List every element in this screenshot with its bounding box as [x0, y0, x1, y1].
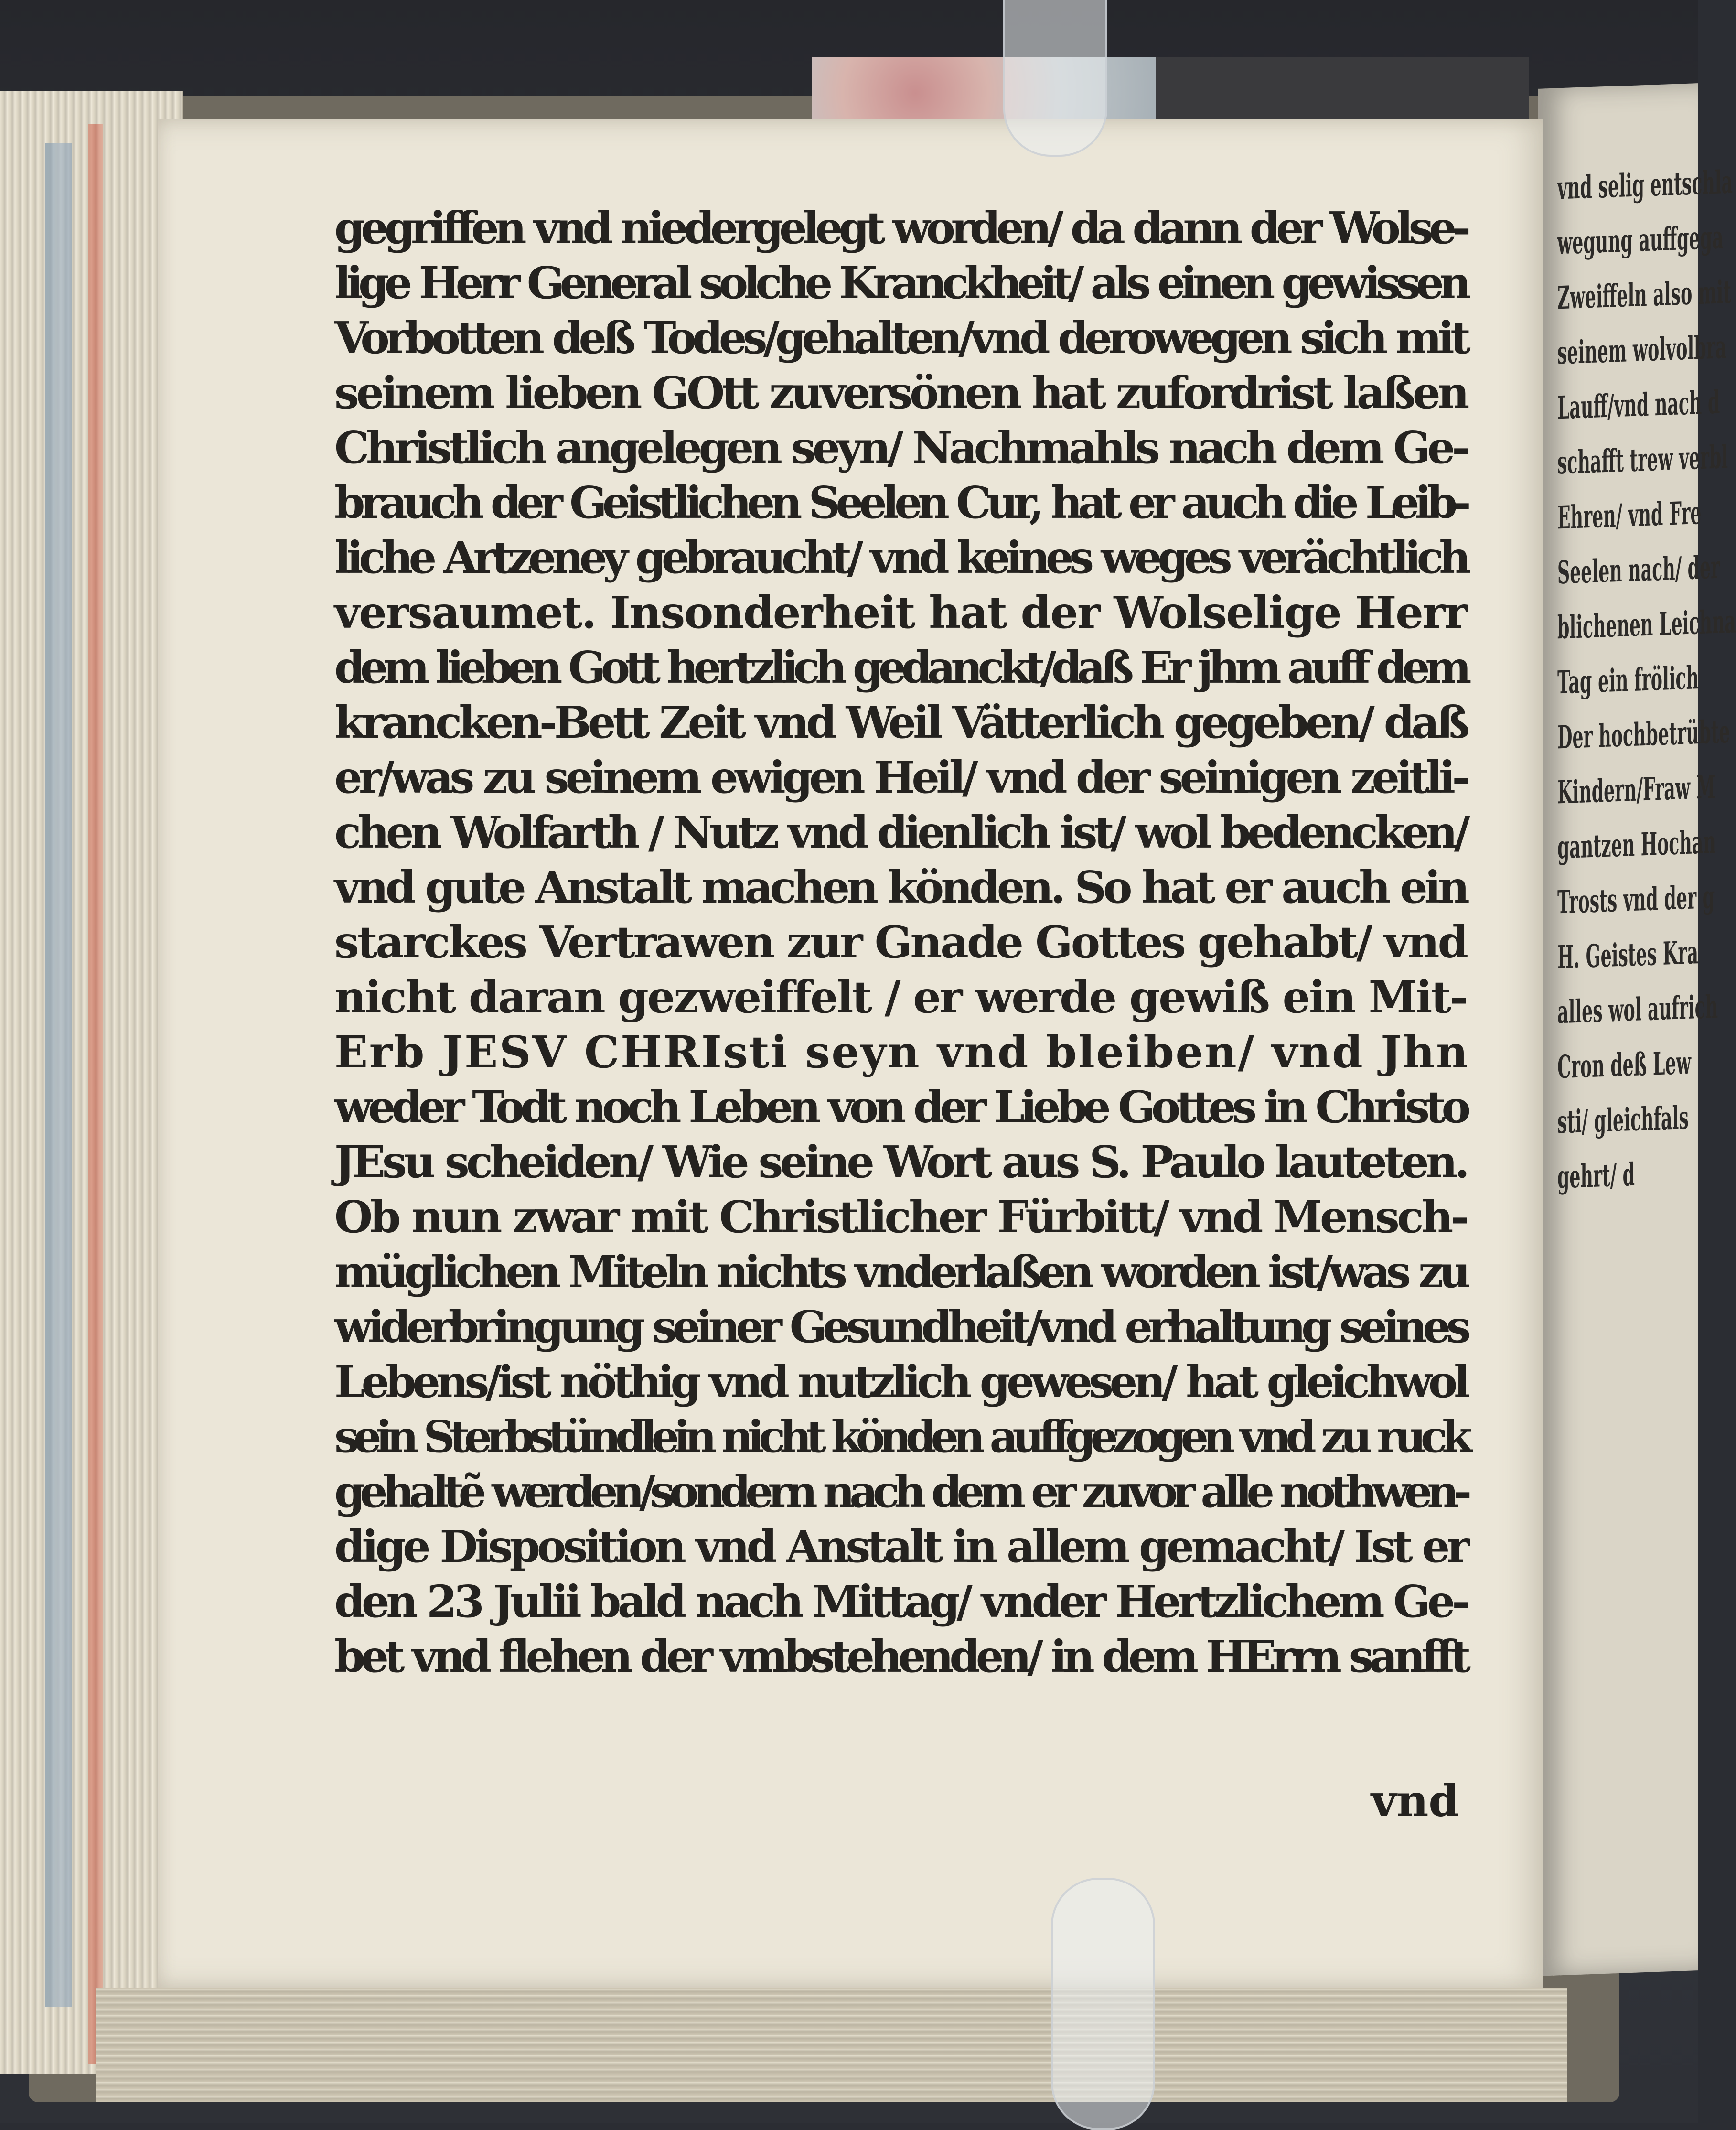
- text-line: brauch der Geistlichen Seelen Cur, hat er auch die Leib-: [334, 477, 1467, 528]
- text-line: weder Todt noch Leben von der Liebe Gottes in Christo: [334, 1081, 1467, 1133]
- facing-line: gehrt/ d: [1557, 1155, 1635, 1196]
- page-edges-bottom: [96, 1988, 1567, 2102]
- facing-line: Zweiffeln also mit: [1557, 273, 1731, 317]
- catchword: vnd: [1371, 1775, 1459, 1827]
- facing-line: Tag ein frölich: [1557, 659, 1699, 701]
- text-line: er/was zu seinem ewigen Heil/ vnd der seinigen zeitli-: [334, 752, 1467, 803]
- text-line: krancken-Bett Zeit vnd Weil Vätterlich gegeben/ daß: [334, 697, 1467, 748]
- text-line: gehaltẽ werden/sondern nach dem er zuvor alle nothwen-: [334, 1466, 1467, 1517]
- page-clip-bottom: [1051, 1878, 1155, 2130]
- facing-line: Trosts vnd der g: [1557, 878, 1715, 921]
- text-line: chen Wolfarth / Nutz vnd dienlich ist/ wol bedencken/: [334, 807, 1467, 858]
- text-line: Ob nun zwar mit Christlicher Fürbitt/ vnd Mensch-: [334, 1191, 1467, 1243]
- facing-line: H. Geistes Kra: [1557, 934, 1699, 976]
- text-line: lige Herr General solche Kranckheit/ als einen gewissen: [334, 257, 1467, 309]
- text-line: dem lieben Gott hertzlich gedanckt/daß Er jhm auff dem: [334, 642, 1467, 693]
- text-line: Lebens/ist nöthig vnd nutzlich gewesen/ hat gleichwol: [334, 1356, 1467, 1408]
- edge-color-blue: [45, 143, 72, 2007]
- facing-line: Lauff/vnd nach d: [1557, 383, 1720, 427]
- facing-line: vnd selig entschla: [1557, 163, 1733, 207]
- text-line: dige Disposition vnd Anstalt in allem gemacht/ Ist er: [334, 1521, 1467, 1572]
- facing-line: Der hochbetrübte: [1557, 712, 1730, 756]
- page-clip-top: [1003, 0, 1107, 157]
- text-line: den 23 Julii bald nach Mittag/ vnder Hertzlichem Ge-: [334, 1576, 1467, 1627]
- facing-line: wegung auffgega: [1557, 218, 1724, 262]
- facing-line: seinem wolvolbra: [1557, 328, 1727, 372]
- facing-line: Ehren/ vnd Fre: [1557, 494, 1702, 537]
- text-line: liche Artzeney gebraucht/ vnd keines weges verächtlich: [334, 532, 1467, 583]
- facing-line: blichenen Leichna: [1557, 602, 1736, 646]
- edge-color-red: [88, 124, 103, 2064]
- text-line: bet vnd flehen der vmbstehenden/ in dem HErrn sanfft: [334, 1631, 1467, 1682]
- text-line: JEsu scheiden/ Wie seine Wort aus S. Paulo lauteten.: [334, 1136, 1467, 1188]
- text-line: seinem lieben GOtt zuversönen hat zufordrist laßen: [334, 367, 1467, 419]
- facing-line: alles wol aufrich: [1557, 988, 1718, 1031]
- text-line: widerbringung seiner Gesundheit/vnd erhaltung seines: [334, 1301, 1467, 1353]
- text-line: Christlich angelegen seyn/ Nachmahls nach dem Ge-: [334, 422, 1467, 473]
- text-line: sein Sterbstündlein nicht könden auffgezogen vnd zu ruck: [334, 1411, 1467, 1463]
- text-line: vnd gute Anstalt machen könden. So hat er auch ein: [334, 861, 1467, 913]
- facing-line: Cron deß Lew: [1557, 1043, 1691, 1086]
- facing-line: schafft trew verbl: [1557, 438, 1728, 482]
- facing-line: sti/ gleichfals: [1557, 1098, 1689, 1141]
- facing-page: [1538, 83, 1736, 1976]
- text-line: nicht daran gezweiffelt / er werde gewiß ein Mit-: [334, 971, 1467, 1023]
- text-line: Erb JESV CHRIsti seyn vnd bleiben/ vnd Jhn: [334, 1026, 1469, 1078]
- text-line: versaumet. Insonderheit hat der Wolselige Herr: [334, 587, 1467, 638]
- text-line: Vorbotten deß Todes/gehalten/vnd derowegen sich mit: [334, 312, 1467, 364]
- text-line: starckes Vertrawen zur Gnade Gottes gehabt/ vnd: [334, 916, 1467, 968]
- text-line: müglichen Miteln nichts vnderlaßen worden ist/was zu: [334, 1246, 1467, 1298]
- facing-line: Kindern/Fraw M: [1557, 768, 1715, 811]
- facing-line: Seelen nach/ der: [1557, 548, 1720, 592]
- text-line: gegriffen vnd niedergelegt worden/ da dann der Wolse-: [334, 202, 1467, 254]
- facing-line: gantzen Hochan: [1557, 823, 1716, 866]
- page-body-text: [334, 201, 1467, 1684]
